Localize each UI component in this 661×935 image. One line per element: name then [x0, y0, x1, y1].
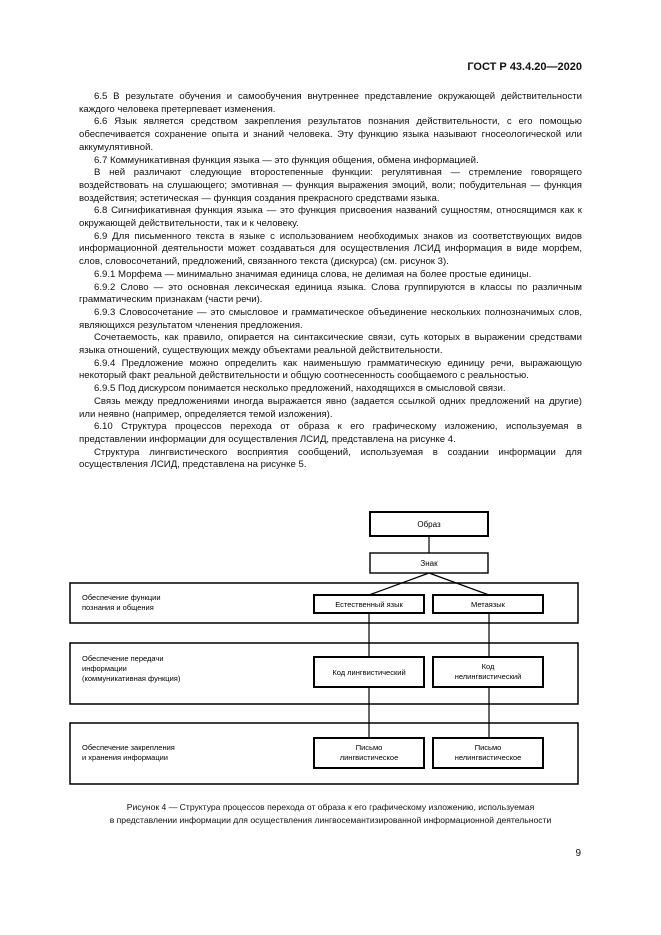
- linguistic-code-label: Код лингвистический: [332, 668, 406, 677]
- paragraph: 6.5 В результате обучения и самообучения внутреннее представление окружающей действительности каждого человека претерпевает изменения.: [79, 91, 582, 115]
- paragraph: Сочетаемость, как правило, опирается на синтаксические связи, суть которых в выражении средствами языка отношений, существующих между объектами реальной действительности.: [79, 332, 582, 357]
- linguistic-writing-label: Письмо: [355, 743, 383, 752]
- paragraph: 6.10 Структура процессов перехода от образа к его графическому изложению, используемая в представлении информации для осуществления ЛСИД, представлена на рисунке 4.: [79, 421, 582, 445]
- natural-language-label: Естественный язык: [335, 600, 403, 609]
- nonlinguistic-code-label: Код: [481, 662, 495, 671]
- image-box-label: Образ: [417, 520, 441, 529]
- paragraph: В ней различают следующие второстепенные функции: регулятивная — стремление говорящего воздействовать на слушающего; эмотивная — функция выражения эмоций, воли; побудительная — функция воздействия; эстетическая — функция создания прекрасного средствами языка.: [79, 167, 582, 204]
- paragraph: 6.9.2 Слово — это основная лексическая единица языка. Слова группируются в классы по различным грамматическим признакам (части речи).: [79, 281, 582, 306]
- metalanguage-label: Метаязык: [471, 600, 505, 609]
- layer-1-label: познания и общения: [82, 603, 154, 612]
- paragraph: Связь между предложениями иногда выражается явно (задается ссылкой одних предложений на другие) или неявно (например, определяется темой изложения).: [79, 395, 582, 420]
- paragraph: 6.6 Язык является средством закрепления результатов познания действительности, с его помощью обеспечивается сохранение опыта и знаний человека. Эту функцию языка называют гносеологической или аккумулятивной.: [79, 116, 582, 153]
- paragraph: 6.9.3 Словосочетание — это смысловое и грамматическое объединение нескольких полнозначимых слов, являющихся результатом членения предложения.: [79, 306, 582, 331]
- nonlinguistic-code-label: нелингвистический: [454, 672, 522, 681]
- paragraph: 6.9 Для письменного текста в языке с использованием необходимых знаков из соответствующих видов информационной деятельности может создаваться для осуществления ЛСИД информация в виде морфем, слов, словосочетаний, предложений, связанного текста (дискурса) (см. рисунок 3).: [79, 230, 582, 268]
- caption-line: Рисунок 4 — Структура процессов перехода от образа к его графическому изложению, используемая: [126, 802, 535, 812]
- nonlinguistic-writing-label: Письмо: [474, 743, 502, 752]
- linguistic-writing-label: лингвистическое: [339, 753, 399, 762]
- paragraph: Структура лингвистического восприятия сообщений, используемая в создании информации для осуществления ЛСИД, представлена на рисунке 5.: [79, 446, 582, 471]
- caption-line: в представлении информации для осуществления лингвосемантизированной информационной деятельности: [109, 814, 552, 825]
- page-number: 9: [575, 848, 581, 859]
- paragraph: 6.8 Сигнификативная функция языка — это функция присвоения названий сущностям, относящимся как к окружающей действительности, так и к человеку.: [79, 205, 582, 230]
- layer-1-label: Обеспечение функции: [82, 593, 161, 602]
- paragraph: 6.9.5 Под дискурсом понимается несколько предложений, находящихся в смысловой связи.: [94, 383, 506, 395]
- layer-2-label: информации: [82, 664, 127, 673]
- nonlinguistic-writing-label: нелингвистическое: [454, 753, 522, 762]
- standard-header: ГОСТ Р 43.4.20—2020: [467, 61, 582, 73]
- paragraph: 6.9.1 Морфема — минимально значимая единица слова, не делимая на более простые единицы.: [94, 268, 532, 280]
- figure-caption: [50, 801, 611, 826]
- paragraph: 6.7 Коммуникативная функция языка — это функция общения, обмена информацией.: [94, 154, 479, 166]
- sign-box-label: Знак: [420, 559, 438, 568]
- layer-2-label: (коммуникативная функция): [82, 674, 181, 683]
- layer-3-label: Обеспечение закрепления: [82, 743, 175, 752]
- layer-3-label: и хранения информации: [82, 753, 169, 762]
- paragraph: 6.9.4 Предложение можно определить как наименьшую грамматическую единицу речи, выражающую некоторый факт реальной действительности и общую соотнесенность сообщаемого с реальностью.: [79, 357, 582, 382]
- layer-2-label: Обеспечение передачи: [82, 654, 164, 663]
